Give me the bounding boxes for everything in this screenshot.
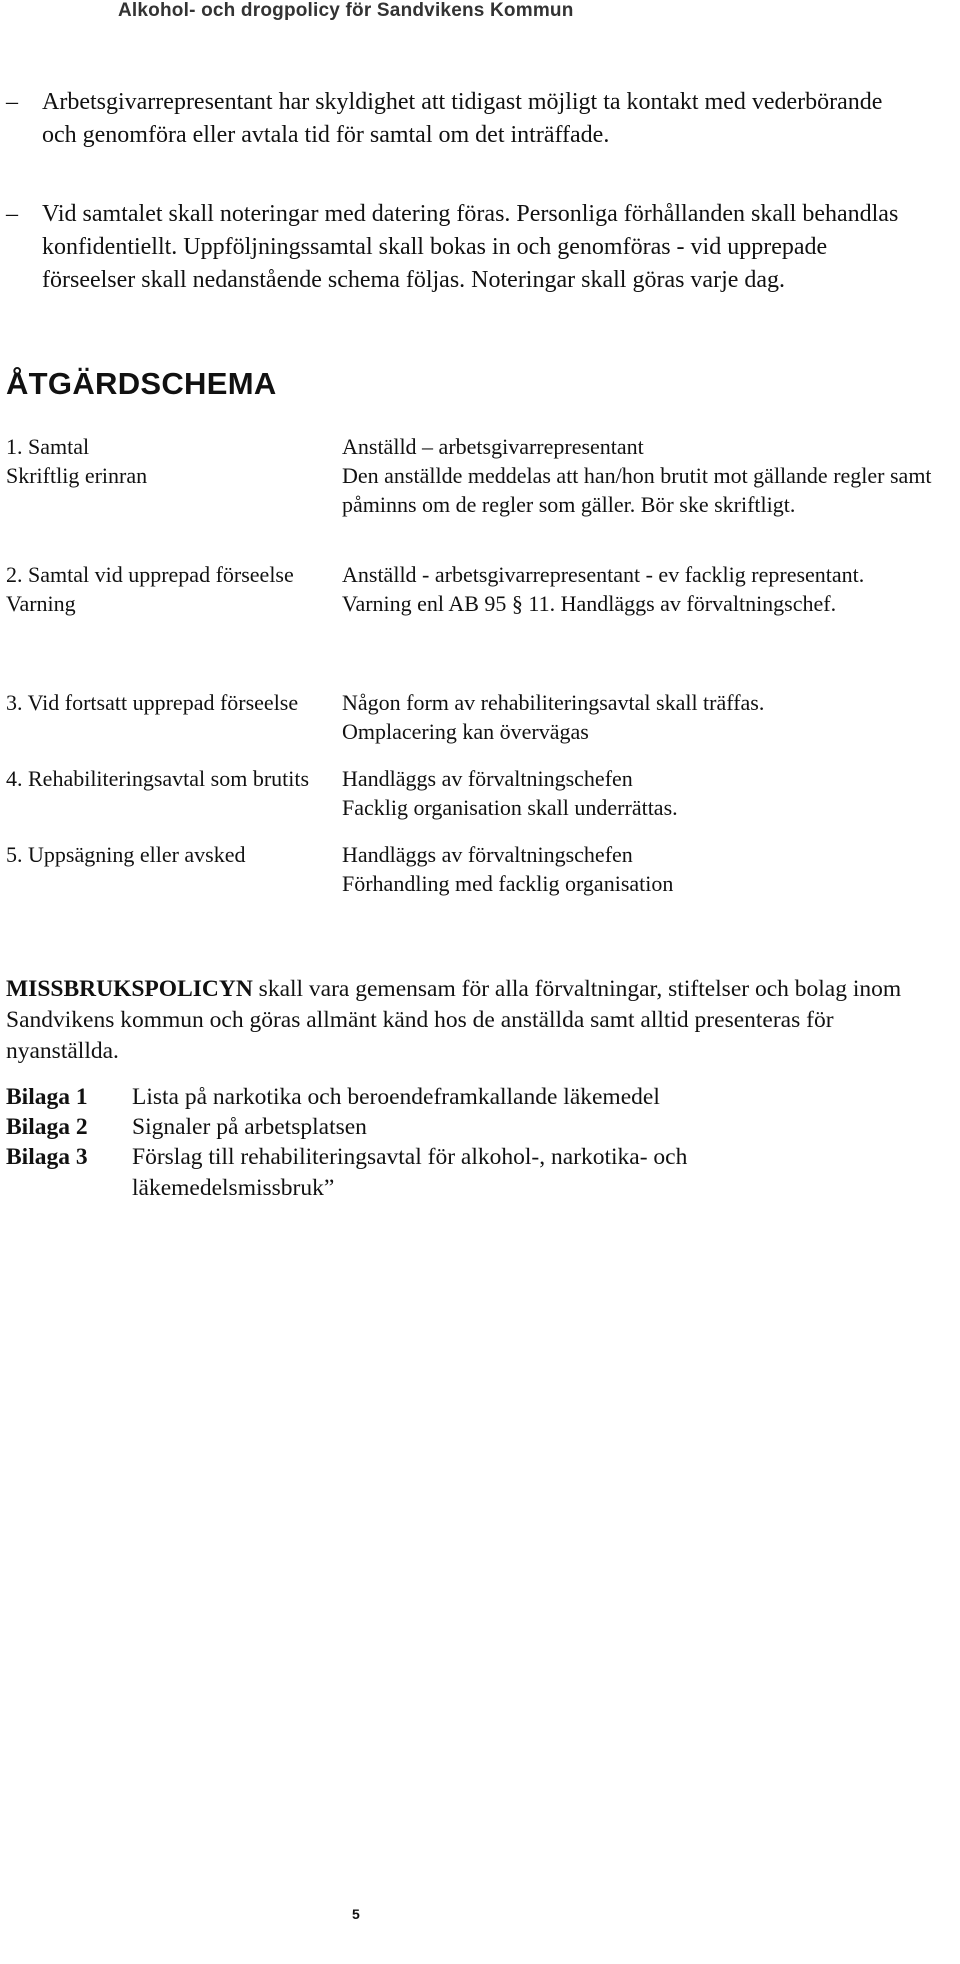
action-line: Anställd – arbetsgivarrepresentant (342, 434, 644, 459)
action-line (342, 589, 942, 618)
schema-step (6, 764, 336, 793)
action-line: Facklig organisation skall underrättas. (342, 795, 678, 820)
dash-bullet-icon: – (6, 201, 18, 227)
step-title: 1. Samtal (6, 434, 90, 459)
schema-action (342, 432, 942, 519)
action-line: Handläggs av förvaltningschefen (342, 842, 633, 867)
action-line: Förhandling med facklig organisation (342, 871, 674, 896)
appendix-label: Bilaga 3 (6, 1144, 88, 1170)
action-line: Den anställde meddelas att han/hon brutit mot gällande regler samt påminns om de regler som gäller. Bör ske skriftligt. (342, 463, 932, 517)
appendix-text: Lista på narkotika och beroendeframkallande läkemedel (132, 1084, 660, 1110)
schema-step (6, 840, 336, 869)
action-text: 11. Handläggs av förvaltningschef. (522, 591, 837, 616)
policy-paragraph (6, 974, 936, 1067)
page-number: 5 (352, 1906, 360, 1922)
schema-action (342, 840, 942, 898)
bullet-text: Vid samtalet skall noteringar med datering föras. Personliga förhållanden skall behandlas konfidentiellt. Uppföljningssamtal skall bokas in och genomföras - vid upprepade förseelser skall nedanstående schema följas. Noteringar skall göras varje dag. (42, 201, 899, 293)
bullet-item (6, 86, 906, 186)
appendix-label: Bilaga 1 (6, 1084, 88, 1110)
schema-heading: ÅTGÄRDSCHEMA (6, 366, 277, 401)
action-text: Varning enl AB 95 (342, 591, 512, 616)
step-title: 5. Uppsägning eller avsked (6, 842, 246, 867)
action-line: Omplacering kan övervägas (342, 719, 589, 744)
schema-step (6, 432, 336, 490)
schema-action (342, 560, 942, 618)
page-header (0, 0, 960, 34)
appendix-text: Signaler på arbetsplatsen (132, 1114, 367, 1140)
schema-action (342, 764, 942, 822)
bullet-item (6, 198, 906, 328)
action-line: Någon form av rehabiliteringsavtal skall träffas. (342, 690, 765, 715)
action-line: Anställd - arbetsgivarrepresentant - ev facklig representant. (342, 562, 865, 587)
bullet-text: Arbetsgivarrepresentant har skyldighet att tidigast möjligt ta kontakt med vederbörande och genomföra eller avtala tid för samtal om det inträffade. (42, 89, 883, 148)
step-subtitle: Skriftlig erinran (6, 463, 148, 488)
schema-step (6, 560, 336, 618)
step-title: 2. Samtal vid upprepad förseelse (6, 562, 294, 587)
header-title: Alkohol- och drogpolicy för Sandvikens Kommun (118, 0, 574, 21)
action-line: Handläggs av förvaltningschefen (342, 766, 633, 791)
policy-keyword: MISSBRUKSPOLICYN (6, 976, 253, 1002)
section-sign-icon: § (511, 591, 523, 616)
appendix-text: Förslag till rehabiliteringsavtal för alkohol-, narkotika- och läkemedelsmissbruk” (132, 1144, 688, 1201)
step-title: 4. Rehabiliteringsavtal som brutits (6, 766, 310, 791)
policy-text: skall vara gemensam för alla förvaltningar, stiftelser och bolag inom Sandvikens kommun och göras allmänt känd hos de anställda samt alltid presenteras för nyanställda. (6, 976, 902, 1064)
step-title: 3. Vid fortsatt upprepad förseelse (6, 690, 299, 715)
appendix-label: Bilaga 2 (6, 1114, 88, 1140)
step-subtitle: Varning (6, 591, 76, 616)
schema-action (342, 688, 942, 746)
dash-bullet-icon: – (6, 89, 18, 115)
schema-step (6, 688, 336, 717)
